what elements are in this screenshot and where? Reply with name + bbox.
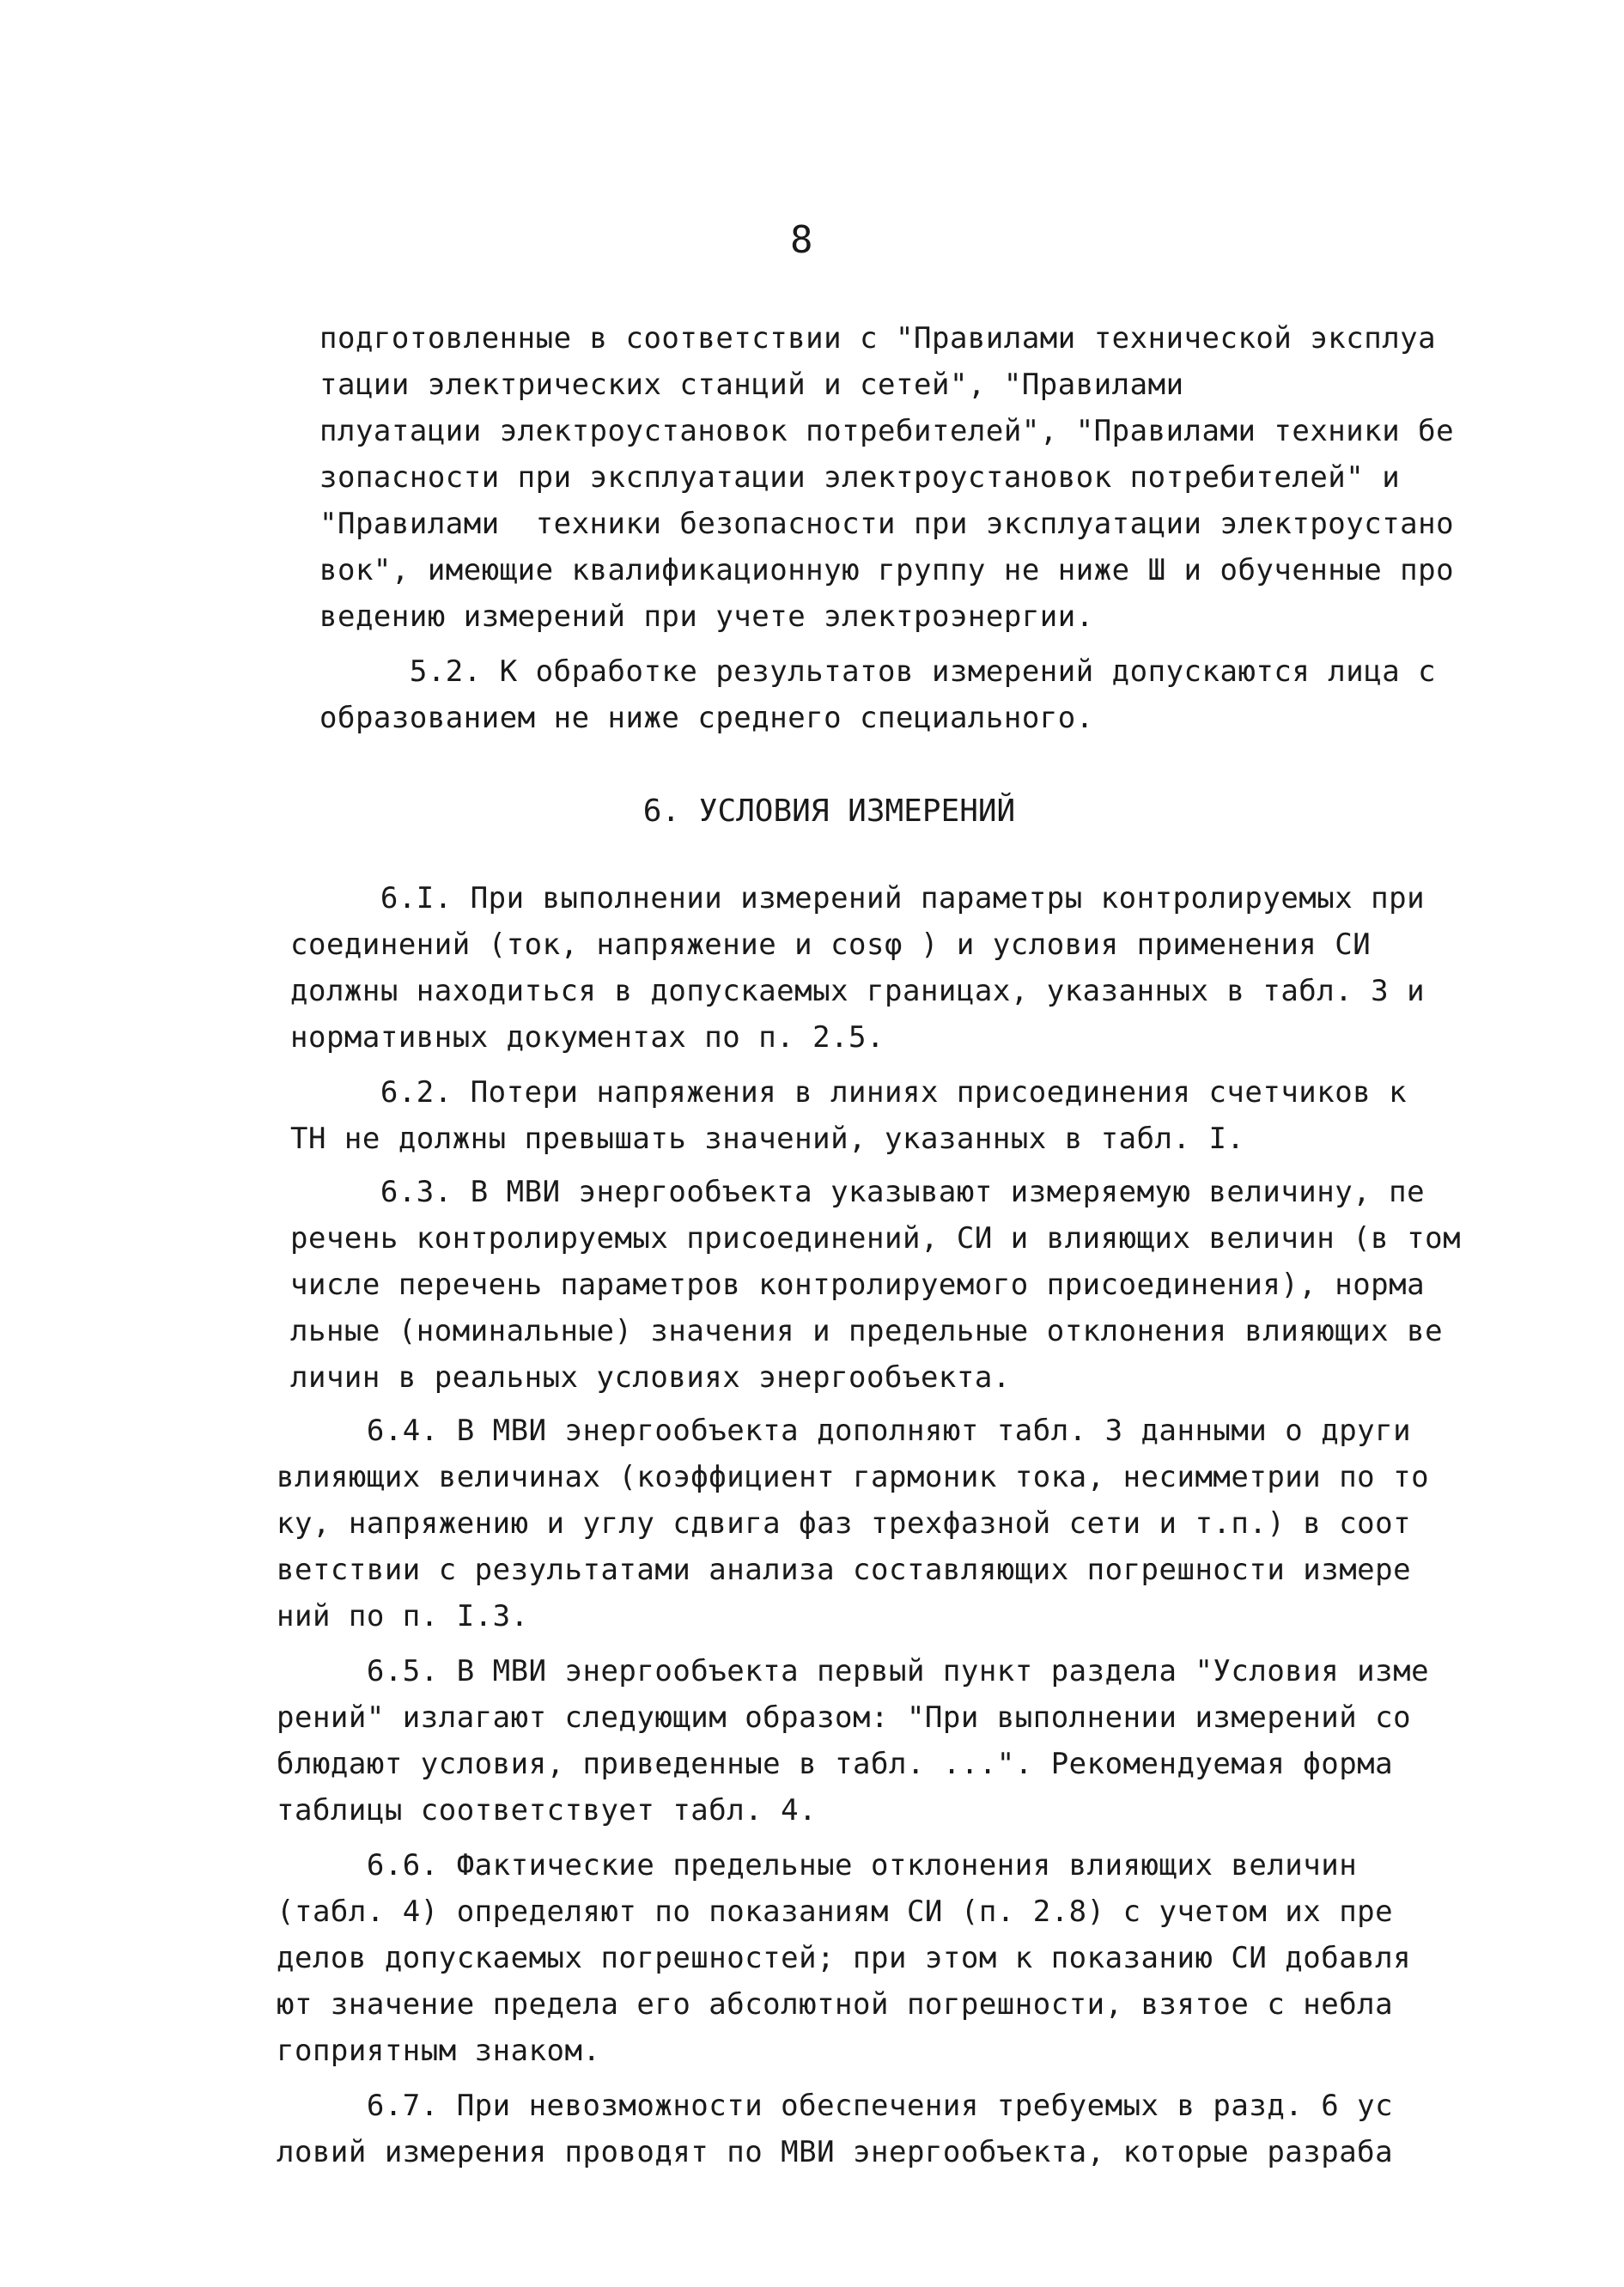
text-line: соединений (ток, напряжение и cosφ ) и условия применения СИ (290, 928, 1372, 962)
text-line: подготовленные в соответствии с "Правилами технической эксплуа (319, 321, 1437, 356)
text-line: льные (номинальные) значения и предельные отклонения влияющих ве (290, 1314, 1444, 1348)
section-heading: 6. УСЛОВИЯ ИЗМЕРЕНИЙ (642, 794, 1016, 829)
text-line: 6.2. Потери напряжения в линиях присоединения счетчиков к (290, 1075, 1408, 1110)
text-line: гоприятным знаком. (277, 2034, 601, 2068)
text-line: (табл. 4) определяют по показаниям СИ (п. 2.8) с учетом их пре (277, 1895, 1394, 1929)
text-line: нормативных документах по п. 2.5. (290, 1020, 885, 1055)
text-line: блюдают условия, приведенные в табл. ...". Рекомендуемая форма (277, 1747, 1394, 1781)
text-line: должны находиться в допускаемых границах, указанных в табл. 3 и (290, 974, 1426, 1008)
text-line: ТН не должны превышать значений, указанных в табл. I. (290, 1122, 1245, 1156)
text-line: образованием не ниже среднего специального. (319, 701, 1094, 735)
text-line: 6.4. В МВИ энергообъекта дополняют табл. 3 данными о други (277, 1414, 1412, 1448)
text-line: ний по п. I.3. (277, 1599, 529, 1633)
text-line: личин в реальных условиях энергообъекта. (290, 1360, 1011, 1395)
page-number: 8 (790, 218, 813, 262)
text-line: 6.5. В МВИ энергообъекта первый пункт раздела "Условия изме (277, 1654, 1430, 1688)
text-line: речень контролируемых присоединений, СИ и влияющих величин (в том (290, 1221, 1462, 1256)
text-line: ют значение предела его абсолютной погрешности, взятое с небла (277, 1987, 1394, 2022)
text-line: 6.3. В МВИ энергообъекта указывают измеряемую величину, пе (290, 1175, 1426, 1209)
text-line: тации электрических станций и сетей", "Правилами (319, 368, 1184, 402)
text-line: рений" излагают следующим образом: "При выполнении измерений со (277, 1700, 1412, 1735)
text-line: 6.6. Фактические предельные отклонения влияющих величин (277, 1848, 1358, 1883)
text-line: делов допускаемых погрешностей; при этом к показанию СИ добавля (277, 1941, 1412, 1975)
text-line: 6.7. При невозможности обеспечения требуемых в разд. 6 ус (277, 2089, 1394, 2123)
text-line: ведению измерений при учете электроэнергии. (319, 599, 1094, 634)
text-line: зопасности при эксплуатации электроустановок потребителей" и (319, 460, 1401, 495)
text-line: "Правилами техники безопасности при эксплуатации электроустанo (319, 507, 1455, 541)
text-line: числе перечень параметров контролируемого присоединения), норма (290, 1268, 1426, 1302)
text-line: 5.2. К обработке результатов измерений допускаются лица с (319, 654, 1437, 689)
text-line: вок", имеющие квалификационную группу не ниже Ш и обученные про (319, 553, 1455, 587)
text-line: ловий измерения проводят по МВИ энергообъекта, которые разраба (277, 2135, 1394, 2169)
text-line: таблицы соответствует табл. 4. (277, 1793, 818, 1828)
text-line: плуатации электроустановок потребителей", "Правилами техники бе (319, 414, 1455, 448)
text-line: ветствии с результатами анализа составляющих погрешности измере (277, 1553, 1412, 1587)
text-line: ку, напряжению и углу сдвига фаз трехфазной сети и т.п.) в соот (277, 1506, 1412, 1541)
text-line: 6.I. При выполнении измерений параметры контролируемых при (290, 881, 1426, 915)
text-line: влияющих величинах (коэффициент гармоник тока, несимметрии по то (277, 1460, 1430, 1494)
